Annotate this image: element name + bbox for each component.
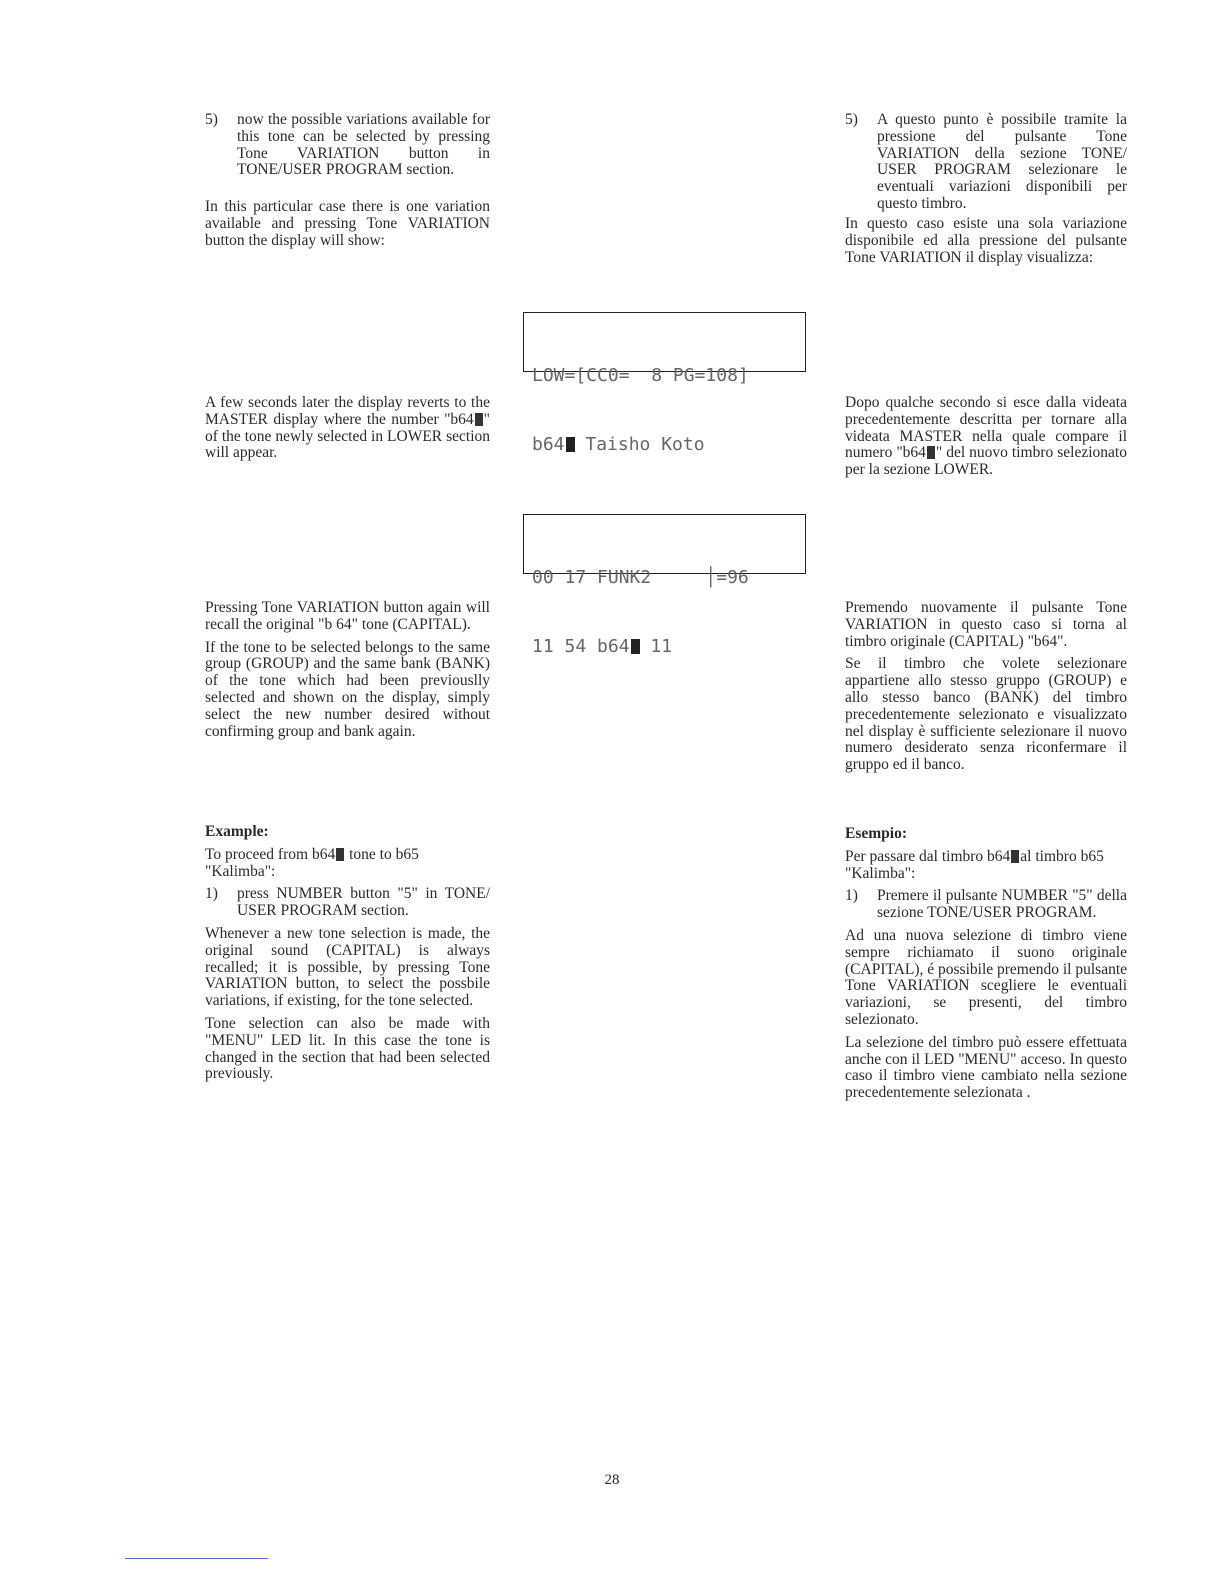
step-number: 5) (205, 111, 218, 128)
italian-recall-block (845, 600, 1127, 780)
text: " del nuovo timbro selezionato per la sezione LOWER. (845, 444, 1127, 479)
paragraph: Pressing Tone VARIATION button again will recall the original "b 64" tone (CAPITAL). (205, 599, 490, 633)
cursor-block-icon (631, 639, 640, 654)
cursor-block-icon (475, 413, 483, 426)
english-step5-block (205, 112, 490, 179)
text: A few seconds later the display reverts to the MASTER display where the number "b64 (205, 394, 490, 428)
lcd-text: b64 (532, 434, 565, 455)
paragraph: Se il timbro che volete selezionare appartiene allo stesso gruppo (GROUP) e allo stesso banco (BANK) del timbro precedentemente selezionato e visualizzato nel display è sufficiente selezionare il nuovo numero desiderato senza riconfermare il gruppo ed il banco. (845, 655, 1127, 774)
paragraph: Ad una nuova selezione di timbro viene sempre richiamato il suono originale (CAPITAL), é possibile premendo il pulsante Tone VARIATION scegliere le eventuali variazioni, se presenti, del timbro selezionato. (845, 926, 1128, 1028)
cursor-block-icon (566, 437, 575, 452)
cursor-block-icon (1011, 850, 1019, 863)
italian-revert-paragraph (845, 395, 1127, 485)
lcd-line-1: 00 17 FUNK2 │=96 (532, 567, 749, 588)
paragraph: Whenever a new tone selection is made, the original sound (CAPITAL) is always recalled; it is possible, by pressing Tone VARIATION button, to select the possbile variations, if existing, for the tone selected. (205, 924, 490, 1010)
lcd-line-2 (532, 433, 805, 456)
paragraph: Tone selection can also be made with "MENU" LED lit. In this case the tone is changed in the section that had been selected previously. (205, 1014, 490, 1083)
italian-example-block (845, 826, 1127, 1108)
paragraph: If the tone to be selected belongs to the same group (GROUP) and the same bank (BANK) of the tone which had been previouslly selected and shown on the display, simply select the new number desired without confirming group and bank again. (205, 638, 490, 740)
italian-step5-item (845, 112, 1127, 213)
example-heading: Example: (205, 823, 269, 840)
paragraph (205, 847, 490, 881)
step-text: now the possible variations available for this tone can be selected by pressing Tone VARIATION button in TONE/USER PROGRAM section. (237, 111, 490, 179)
footer-rule (125, 1558, 268, 1559)
italian-step5-block (845, 112, 1127, 213)
english-step1-item (205, 886, 490, 920)
cursor-block-icon (927, 446, 935, 459)
italian-step1-item (845, 888, 1127, 922)
lcd-display-master (523, 514, 806, 657)
paragraph: In questo caso esiste una sola variazione disponibile ed alla pressione del pulsante Tone VARIATION il display visualizza: (845, 215, 1127, 266)
step-text: press NUMBER button "5" in TONE/ USER PROGRAM section. (237, 885, 490, 920)
lcd-display-variation (523, 312, 806, 455)
lcd-text: 11 54 b64 (532, 636, 630, 657)
paragraph (205, 395, 490, 462)
step-text: A questo punto è possibile tramite la pressione del pulsante Tone VARIATION della sezione TONE/ USER PROGRAM selezionare le eventuali variazioni disponibili per questo timbro. (877, 111, 1127, 212)
english-recall-block (205, 600, 490, 746)
text: tone to b65 "Kalimba": (205, 845, 419, 880)
step-number: 1) (845, 887, 858, 905)
english-example-block (205, 824, 490, 1089)
step-number: 1) (205, 885, 218, 903)
paragraph (845, 849, 1127, 883)
paragraph: Premendo nuovamente il pulsante Tone VARIATION in questo caso si torna al timbro originale (CAPITAL) "b64". (845, 599, 1127, 650)
lcd-line-2 (532, 635, 805, 658)
italian-variation-paragraph (845, 216, 1127, 272)
text: " of the tone newly selected in LOWER section will appear. (205, 410, 490, 462)
paragraph: La selezione del timbro può essere effettuata anche con il LED "MENU" acceso. In questo caso il timbro viene cambiato nella sezione precedentemente selezionata . (845, 1033, 1127, 1102)
text: al timbro b65 "Kalimba": (845, 847, 1104, 882)
text: To proceed from b64 (205, 845, 336, 863)
page-number: 28 (604, 1472, 620, 1488)
lcd-line-1: LOW=[CC0= 8 PG=108] (532, 365, 749, 386)
english-revert-paragraph (205, 395, 490, 468)
english-step5-item (205, 112, 490, 179)
lcd-text: 11 (639, 636, 673, 657)
text: Dopo qualche secondo si esce dalla videata precedentemente descritta per tornare alla videata MASTER nella quale compare il numero "b64 (845, 394, 1127, 462)
step-text: Premere il pulsante NUMBER "5" della sezione TONE/USER PROGRAM. (877, 887, 1127, 922)
english-variation-paragraph (205, 199, 490, 255)
example-heading: Esempio: (845, 825, 907, 842)
text: Per passare dal timbro b64 (845, 847, 1011, 865)
cursor-block-icon (336, 848, 344, 861)
paragraph: In this particular case there is one variation available and pressing Tone VARIATION button the display will show: (205, 198, 490, 249)
step-number: 5) (845, 111, 858, 128)
paragraph (845, 395, 1127, 479)
lcd-text: Taisho Koto (574, 434, 705, 455)
